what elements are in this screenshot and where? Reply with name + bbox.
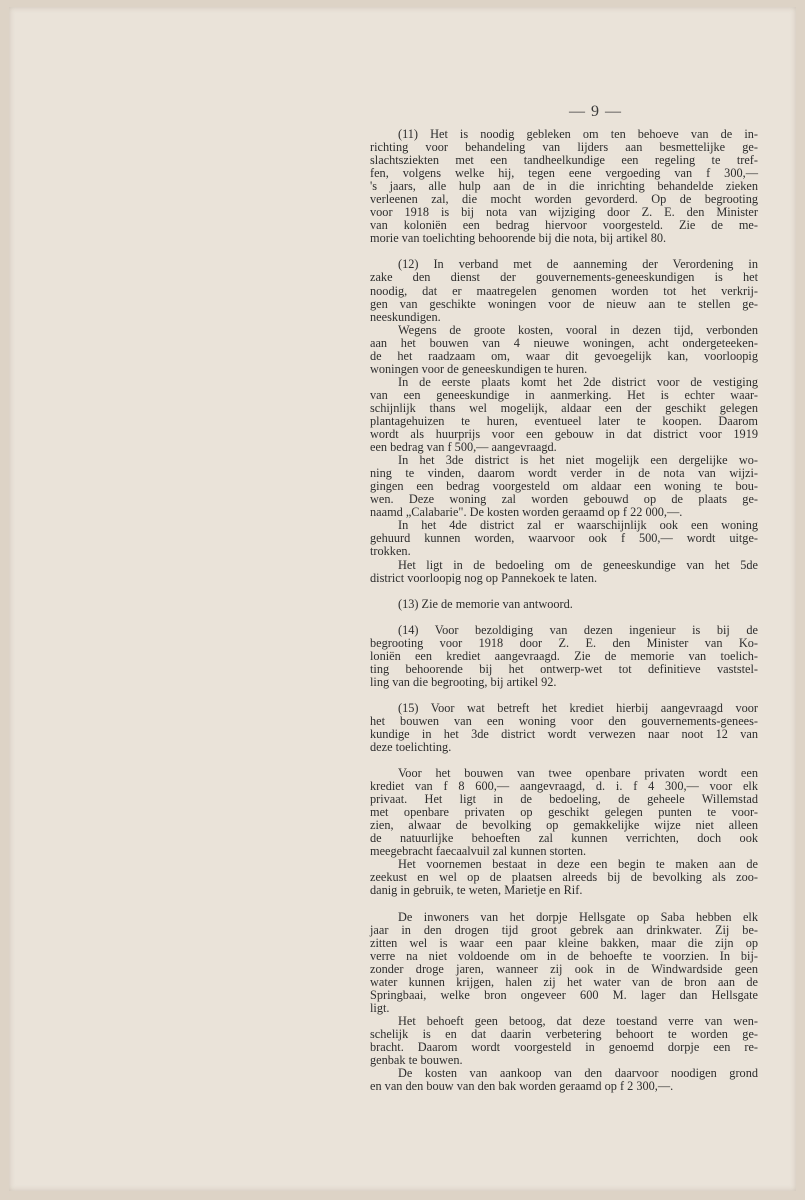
- text-line: In de eerste plaats komt het 2de district voor de vestiging: [398, 374, 758, 389]
- text-line: (11) Het is noodig gebleken om ten behoeve van de in-: [398, 127, 758, 141]
- text-line: zake den dienst der gouvernements-geneeskundigen is het: [370, 270, 758, 285]
- text-line: gen van geschikte woningen voor de nieuw aan te stellen ge-: [370, 296, 758, 311]
- text-line: In het 4de district zal er waarschijnlijk ook een woning: [398, 518, 758, 533]
- paragraph: [370, 598, 758, 611]
- text-line: zien, alwaar de bevolking op gemakkelijke wijze niet alleen: [370, 818, 758, 833]
- text-line: verleenen zal, die mocht worden gevorderd. Op de begrooting: [370, 192, 758, 207]
- text-line: met openbare privaten op geschikt gelegen punten te voor-: [370, 805, 758, 820]
- paragraph: [370, 258, 758, 584]
- text-line: schijnlijk thans wel mogelijk, aldaar een der geschikt gelegen: [370, 400, 758, 415]
- text-line: (15) Voor wat betreft het krediet hierbij aangevraagd voor: [398, 700, 758, 715]
- text-line: aan het bouwen van 4 nieuwe woningen, acht ondergeteeken-: [370, 335, 758, 350]
- paragraph-gap: [370, 611, 758, 624]
- text-line: morie van toelichting behoorende bij die nota, bij artikel 80.: [370, 231, 667, 246]
- text-line: 's jaars, alle hulp aan de in die inrichting behandelde zieken: [370, 179, 758, 194]
- text-line: district voorloopig nog op Pannekoek te laten.: [370, 570, 598, 585]
- text-line: De inwoners van het dorpje Hellsgate op Saba hebben elk: [398, 909, 758, 924]
- text-line: van een geneeskundige in aanmerking. Het is echter waar-: [370, 387, 758, 402]
- text-line: De kosten van aankoop van den daarvoor noodigen grond: [398, 1066, 758, 1081]
- text-line: zitten wel is waar een paar kleine bakken, maar die zijn op: [370, 935, 758, 950]
- text-line: Het ligt in de bedoeling om de geneeskundige van het 5de: [398, 557, 758, 572]
- text-line: fen, volgens welke hij, tegen eene vergoeding van f 300,—: [370, 166, 758, 181]
- text-line: wordt als huurprijs voor een gebouw in dat district voor 1919: [370, 427, 758, 442]
- text-line: schelijk is en dat daarin verbetering behoort te worden ge-: [370, 1026, 758, 1041]
- paragraph-gap: [370, 585, 758, 598]
- paragraph: [370, 767, 758, 897]
- paragraph-gap: [370, 898, 758, 911]
- text-line: verre na niet voldoende om in de behoefte te voorzien. In bij-: [370, 948, 758, 963]
- text-line: bracht. Daarom wordt voorgesteld in genoemd dorpje een re-: [370, 1040, 758, 1054]
- text-line: loniën een krediet aangevraagd. Zie de memorie van toelich-: [370, 648, 758, 663]
- text-line: Wegens de groote kosten, vooral in dezen tijd, verbonden: [398, 322, 758, 337]
- text-line: de natuurlijke behoeften zal kunnen verrichten, doch ook: [370, 831, 758, 846]
- text-line: ting behoorende bij het ontwerp-wet tot definitieve vaststel-: [370, 661, 758, 676]
- text-line: genbak te bouwen.: [370, 1053, 463, 1068]
- text-line: woningen voor de geneeskundigen te huren.: [370, 361, 588, 376]
- text-line: wen. Deze woning zal worden gebouwd op de plaats ge-: [370, 492, 758, 507]
- text-line: ling van die begrooting, bij artikel 92.: [370, 674, 557, 689]
- paragraph: [370, 128, 758, 245]
- text-line: Het behoeft geen betoog, dat deze toestand verre van wen-: [398, 1013, 758, 1028]
- text-line: de het raadzaam om, waar dit gevoegelijk kan, voorloopig: [370, 348, 758, 363]
- text-line: gingen een bedrag voorgesteld om aldaar een woning te bou-: [370, 479, 758, 494]
- text-line: plantagehuizen te huren, eventueel later te koopen. Daarom: [370, 413, 758, 428]
- document-body: [370, 128, 758, 1093]
- text-line: zonder droge jaren, wanneer zij ook in de Windwardside geen: [370, 961, 758, 976]
- paragraph: [370, 911, 758, 1094]
- text-line: jaar in den drogen tijd groot gebrek aan drinkwater. Zij be-: [370, 922, 758, 937]
- text-line: het bouwen van een woning voor den gouvernements-genees-: [370, 713, 758, 728]
- text-line: slachtsziekten met een tandheelkundige een regeling te tref-: [370, 153, 758, 168]
- text-line: ning te vinden, daarom wordt verder in de nota van wijzi-: [370, 466, 758, 481]
- paragraph: [370, 702, 758, 754]
- text-line: naamd „Calabarie". De kosten worden geraamd op f 22 000,—.: [370, 505, 683, 520]
- text-line: (13) Zie de memorie van antwoord.: [398, 596, 573, 611]
- text-line: kundige in het 3de district wordt verwezen naar noot 12 van: [370, 726, 758, 741]
- text-line: begrooting voor 1918 door Z. E. den Minister van Ko-: [370, 635, 758, 650]
- text-line: (14) Voor bezoldiging van dezen ingenieur is bij de: [398, 622, 758, 637]
- text-line: water kunnen krijgen, halen zij het water van de bron aan de: [370, 974, 758, 989]
- text-line: richting voor behandeling van lijders aan besmettelijke ge-: [370, 140, 758, 155]
- text-line: noodig, dat er maatregelen genomen worden tot het verkrij-: [370, 283, 758, 298]
- text-line: deze toelichting.: [370, 740, 452, 755]
- text-line: voor 1918 is bij nota van wijziging door Z. E. den Minister: [370, 205, 758, 220]
- page-number: — 9 —: [569, 103, 622, 120]
- text-line: (12) In verband met de aanneming der Verordening in: [398, 257, 758, 272]
- text-line: trokken.: [370, 544, 411, 559]
- text-line: In het 3de district is het niet mogelijk een dergelijke wo-: [398, 453, 758, 468]
- text-line: danig in gebruik, te weten, Marietje en Rif.: [370, 883, 583, 898]
- text-line: zeekust en wel op de plaatsen alreeds bij de bevolking als zoo-: [370, 870, 758, 885]
- text-line: een bedrag van f 500,— aangevraagd.: [370, 440, 557, 455]
- text-line: neeskundigen.: [370, 309, 441, 324]
- text-line: krediet van f 8 600,— aangevraagd, d. i. f 4 300,— voor elk: [370, 779, 758, 794]
- text-line: Het voornemen bestaat in deze een begin te maken aan de: [398, 857, 758, 872]
- text-line: meegebracht faecaalvuil zal kunnen storten.: [370, 844, 587, 859]
- paragraph: [370, 624, 758, 689]
- text-line: ligt.: [370, 1000, 390, 1015]
- text-line: gehuurd kunnen worden, waarvoor ook f 500,— wordt uitge-: [370, 531, 758, 546]
- text-line: en van den bouw van den bak worden geraamd op f 2 300,—.: [370, 1079, 674, 1094]
- text-line: Voor het bouwen van twee openbare privaten wordt een: [398, 766, 758, 781]
- text-line: van koloniën een bedrag hiervoor voorgesteld. Zie de me-: [370, 218, 758, 233]
- text-line: Springbaai, welke bron ongeveer 600 M. lager dan Hellsgate: [370, 987, 758, 1002]
- text-line: privaat. Het ligt in de bedoeling, de geheele Willemstad: [370, 792, 758, 807]
- paragraph-gap: [370, 689, 758, 702]
